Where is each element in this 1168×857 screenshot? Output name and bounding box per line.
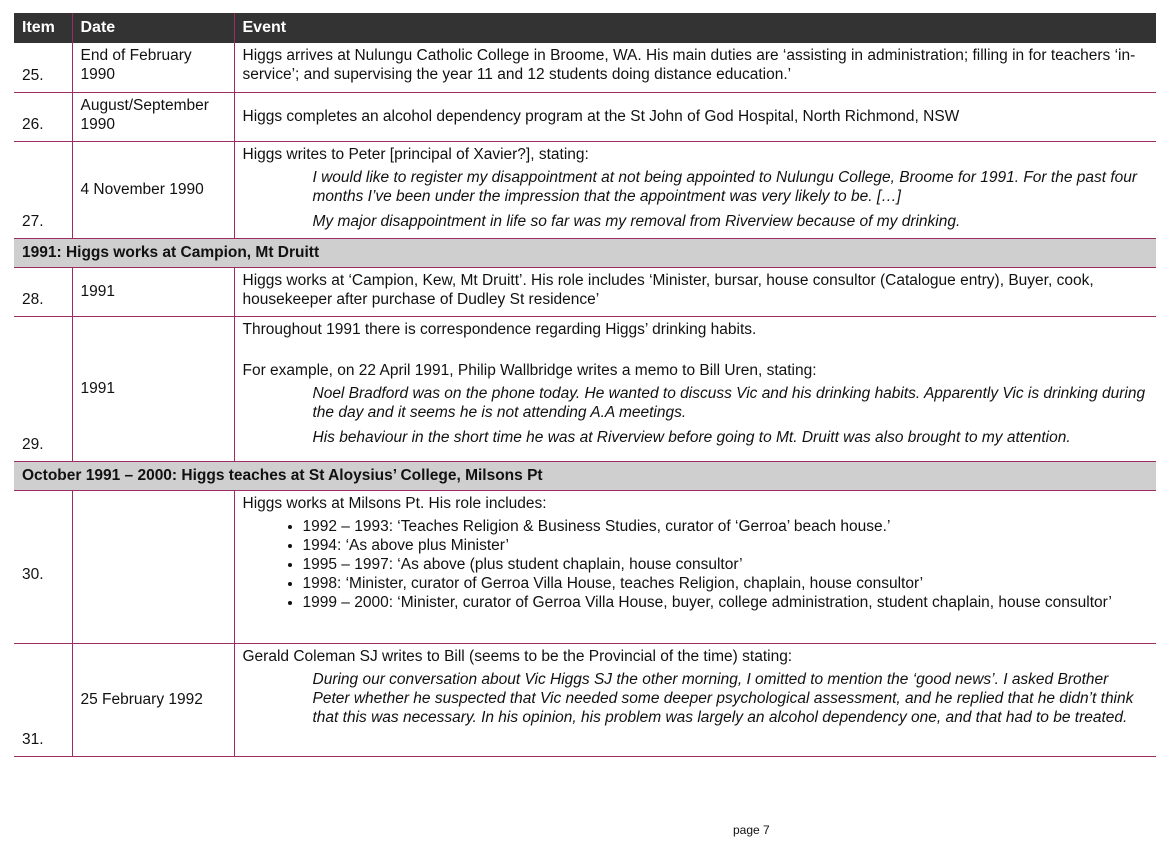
row-date: 1991 (72, 267, 234, 316)
table-row (14, 490, 1156, 643)
table-row (14, 643, 1156, 756)
role-list (243, 517, 1149, 612)
quote-paragraph: During our conversation about Vic Higgs SJ the other morning, I omitted to mention the ‘good news’. I asked Brother Peter whether he suspected that Vic needed some deeper psychological assessment, and he replied that he didn’t think that this was necessary. In his opinion, his problem was largely an alcohol dependency one, and that had to be treated. (312, 670, 1134, 726)
section-row (14, 238, 1156, 267)
event-quote (313, 384, 1149, 447)
event-text: Gerald Coleman SJ writes to Bill (seems to be the Provincial of the time) stating: (242, 647, 793, 665)
row-event (234, 643, 1156, 756)
row-date (72, 490, 234, 643)
row-item: 27. (14, 141, 72, 238)
row-date: 1991 (72, 316, 234, 461)
row-date: End of February 1990 (72, 43, 234, 92)
list-item: • 1994: ‘As above plus Minister’ (303, 536, 1149, 555)
list-item: • 1998: ‘Minister, curator of Gerroa Villa House, teaches Religion, chaplain, house consultor’ (303, 574, 1149, 593)
row-event: Higgs arrives at Nulungu Catholic College in Broome, WA. His main duties are ‘assisting in administration; filling in for teachers ‘in-service’; and supervising the year 11 and 12 students doing distance education.’ (234, 43, 1156, 92)
quote-paragraph: My major disappointment in life so far was my removal from Riverview because of my drinking. (312, 212, 961, 230)
header-item: Item (14, 13, 72, 43)
event-text: Higgs writes to Peter [principal of Xavier?], stating: (242, 145, 589, 163)
row-item: 28. (14, 267, 72, 316)
row-event (234, 141, 1156, 238)
event-text: Throughout 1991 there is correspondence regarding Higgs’ drinking habits. (242, 320, 757, 338)
quote-paragraph: His behaviour in the short time he was at Riverview before going to Mt. Druitt was also brought to my attention. (312, 428, 1071, 446)
section-row (14, 461, 1156, 490)
table-row (14, 92, 1156, 141)
table-row (14, 43, 1156, 92)
event-text: For example, on 22 April 1991, Philip Wallbridge writes a memo to Bill Uren, stating: (242, 361, 817, 379)
chronology-table (14, 13, 1156, 757)
list-item: • 1992 – 1993: ‘Teaches Religion & Business Studies, curator of ‘Gerroa’ beach house.’ (303, 517, 1149, 536)
row-event: Higgs works at ‘Campion, Kew, Mt Druitt’. His role includes ‘Minister, bursar, house consultor (Catalogue entry), Buyer, cook, housekeeper after purchase of Dudley St residence’ (234, 267, 1156, 316)
row-date: 4 November 1990 (72, 141, 234, 238)
table-header-row (14, 13, 1156, 43)
event-text: Higgs works at Milsons Pt. His role includes: (242, 494, 547, 512)
row-item: 25. (14, 43, 72, 92)
quote-paragraph: Noel Bradford was on the phone today. He wanted to discuss Vic and his drinking habits. Apparently Vic is drinking during the day and it seems he is not attending A.A meetings. (312, 384, 1146, 421)
quote-paragraph: I would like to register my disappointment at not being appointed to Nulungu College, Broome for 1991. For the past four months I’ve been under the impression that the appointment was very likely to be. […] (312, 168, 1138, 205)
list-item: • 1995 – 1997: ‘As above (plus student chaplain, house consultor’ (303, 555, 1149, 574)
row-item: 31. (14, 643, 72, 756)
row-date: 25 February 1992 (72, 643, 234, 756)
header-date: Date (72, 13, 234, 43)
row-item: 30. (14, 490, 72, 643)
table-row (14, 316, 1156, 461)
section-title: October 1991 – 2000: Higgs teaches at St Aloysius’ College, Milsons Pt (14, 461, 1156, 490)
header-event: Event (234, 13, 1156, 43)
row-date: August/September 1990 (72, 92, 234, 141)
table-row (14, 141, 1156, 238)
row-item: 29. (14, 316, 72, 461)
section-title: 1991: Higgs works at Campion, Mt Druitt (14, 238, 1156, 267)
row-event: Higgs completes an alcohol dependency program at the St John of God Hospital, North Richmond, NSW (234, 92, 1156, 141)
list-item: • 1999 – 2000: ‘Minister, curator of Gerroa Villa House, buyer, college administration, student chaplain, house consultor’ (303, 593, 1149, 612)
table-row (14, 267, 1156, 316)
row-event (234, 316, 1156, 461)
row-event (234, 490, 1156, 643)
event-quote (313, 670, 1149, 727)
event-quote (313, 168, 1149, 231)
page-number: page 7 (733, 823, 770, 837)
row-item: 26. (14, 92, 72, 141)
